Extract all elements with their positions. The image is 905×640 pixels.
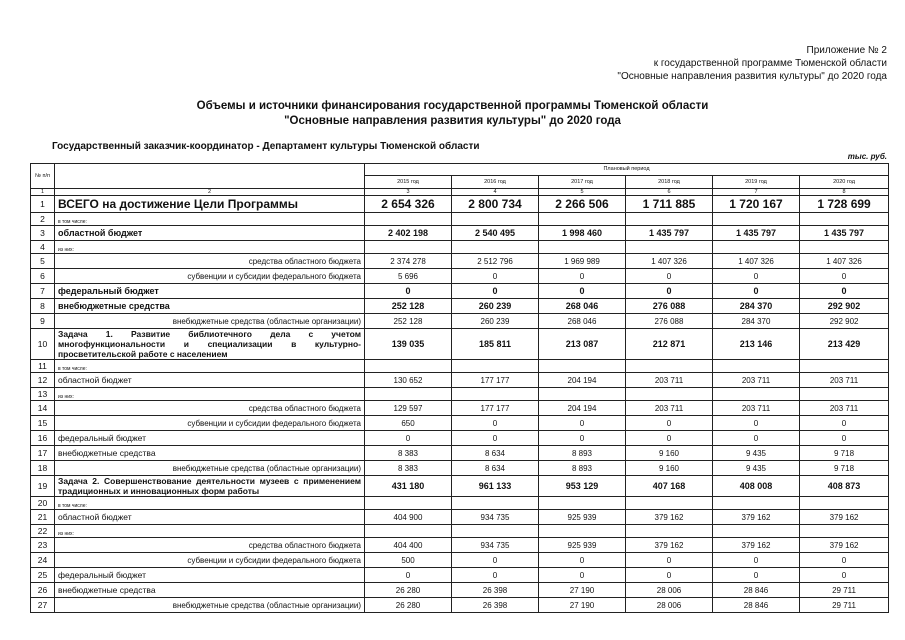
value-cell — [365, 497, 452, 510]
value-cell — [539, 388, 626, 401]
value-cell: 212 871 — [626, 329, 713, 360]
row-label: из них: — [55, 525, 365, 538]
value-cell: 2 374 278 — [365, 254, 452, 269]
value-cell: 29 711 — [800, 583, 889, 598]
value-cell — [800, 388, 889, 401]
value-cell — [539, 360, 626, 373]
value-cell — [452, 525, 539, 538]
row-label: внебюджетные средства (областные организации) — [55, 314, 365, 329]
value-cell: 0 — [800, 568, 889, 583]
value-cell: 28 006 — [626, 583, 713, 598]
value-cell: 213 087 — [539, 329, 626, 360]
value-cell: 0 — [539, 431, 626, 446]
row-label: внебюджетные средства — [55, 299, 365, 314]
value-cell — [452, 241, 539, 254]
value-cell: 0 — [626, 416, 713, 431]
value-cell — [800, 497, 889, 510]
value-cell: 0 — [539, 284, 626, 299]
value-cell: 8 893 — [539, 461, 626, 476]
table-row — [31, 254, 889, 269]
value-cell: 268 046 — [539, 299, 626, 314]
value-cell: 26 398 — [452, 583, 539, 598]
row-number: 8 — [31, 299, 55, 314]
value-cell: 292 902 — [800, 314, 889, 329]
appendix-line-1: Приложение № 2 — [806, 45, 887, 56]
value-cell — [452, 360, 539, 373]
value-cell: 2 402 198 — [365, 226, 452, 241]
table-row — [31, 388, 889, 401]
row-label: внебюджетные средства (областные организации) — [55, 461, 365, 476]
value-cell: 2 654 326 — [365, 196, 452, 213]
value-cell: 0 — [539, 568, 626, 583]
value-cell: 1 435 797 — [713, 226, 800, 241]
value-cell — [713, 388, 800, 401]
value-cell — [365, 213, 452, 226]
row-number: 4 — [31, 241, 55, 254]
column-number: 2 — [55, 189, 365, 196]
value-cell: 26 280 — [365, 598, 452, 613]
value-cell: 1 711 885 — [626, 196, 713, 213]
value-cell: 203 711 — [626, 401, 713, 416]
title-line-1: Объемы и источники финансирования государственной программы Тюменской области — [196, 100, 709, 112]
value-cell: 408 008 — [713, 476, 800, 497]
value-cell: 204 194 — [539, 401, 626, 416]
value-cell: 379 162 — [713, 538, 800, 553]
row-label: Задача 2. Совершенствование деятельности музеев с применением традиционных и инновационных форм работы — [55, 476, 365, 497]
value-cell — [800, 213, 889, 226]
value-cell: 650 — [365, 416, 452, 431]
row-label: внебюджетные средства (областные организации) — [55, 598, 365, 613]
row-label: областной бюджет — [55, 226, 365, 241]
column-number: 8 — [800, 189, 889, 196]
row-number: 6 — [31, 269, 55, 284]
table-row — [31, 583, 889, 598]
column-number: 7 — [713, 189, 800, 196]
value-cell: 925 939 — [539, 538, 626, 553]
value-cell: 0 — [452, 431, 539, 446]
value-cell — [452, 388, 539, 401]
row-number: 15 — [31, 416, 55, 431]
row-label: федеральный бюджет — [55, 431, 365, 446]
value-cell: 203 711 — [713, 373, 800, 388]
table-row — [31, 329, 889, 360]
value-cell: 2 540 495 — [452, 226, 539, 241]
value-cell: 0 — [713, 431, 800, 446]
value-cell: 185 811 — [452, 329, 539, 360]
value-cell: 9 435 — [713, 446, 800, 461]
value-cell: 1 407 326 — [626, 254, 713, 269]
document-title — [0, 99, 905, 129]
row-number: 10 — [31, 329, 55, 360]
value-cell: 177 177 — [452, 401, 539, 416]
value-cell: 0 — [452, 553, 539, 568]
table-row — [31, 196, 889, 213]
table-row — [31, 284, 889, 299]
column-header-year: 2016 год — [452, 176, 539, 189]
value-cell: 1 407 326 — [800, 254, 889, 269]
value-cell — [713, 525, 800, 538]
table-row — [31, 431, 889, 446]
row-number: 11 — [31, 360, 55, 373]
value-cell: 0 — [713, 416, 800, 431]
column-header-label — [55, 164, 365, 189]
value-cell: 268 046 — [539, 314, 626, 329]
value-cell: 408 873 — [800, 476, 889, 497]
value-cell: 1 998 460 — [539, 226, 626, 241]
value-cell: 1 435 797 — [800, 226, 889, 241]
value-cell: 8 383 — [365, 461, 452, 476]
value-cell: 8 634 — [452, 446, 539, 461]
table-row — [31, 538, 889, 553]
value-cell: 407 168 — [626, 476, 713, 497]
table-header-column-numbers — [31, 189, 889, 196]
value-cell: 27 190 — [539, 583, 626, 598]
row-number: 21 — [31, 510, 55, 525]
value-cell: 203 711 — [713, 401, 800, 416]
value-cell: 276 088 — [626, 299, 713, 314]
column-header-year: 2019 год — [713, 176, 800, 189]
value-cell: 0 — [365, 431, 452, 446]
column-header-year: 2020 год — [800, 176, 889, 189]
row-label: из них: — [55, 388, 365, 401]
value-cell — [626, 360, 713, 373]
table-row — [31, 269, 889, 284]
state-customer: Государственный заказчик-координатор - Департамент культуры Тюменской области — [52, 141, 480, 152]
value-cell: 204 194 — [539, 373, 626, 388]
row-number: 7 — [31, 284, 55, 299]
value-cell: 1 435 797 — [626, 226, 713, 241]
value-cell — [713, 360, 800, 373]
value-cell: 260 239 — [452, 314, 539, 329]
table-row — [31, 373, 889, 388]
value-cell: 203 711 — [626, 373, 713, 388]
value-cell: 28 846 — [713, 598, 800, 613]
row-label: областной бюджет — [55, 510, 365, 525]
value-cell — [800, 360, 889, 373]
value-cell — [365, 525, 452, 538]
value-cell: 0 — [713, 553, 800, 568]
table-row — [31, 461, 889, 476]
row-number: 18 — [31, 461, 55, 476]
value-cell — [365, 388, 452, 401]
value-cell: 28 006 — [626, 598, 713, 613]
value-cell: 9 160 — [626, 446, 713, 461]
title-line-2: "Основные направления развития культуры" до 2020 года — [284, 115, 621, 127]
value-cell: 284 370 — [713, 314, 800, 329]
value-cell — [626, 241, 713, 254]
value-cell: 8 383 — [365, 446, 452, 461]
value-cell: 0 — [713, 568, 800, 583]
row-number: 1 — [31, 196, 55, 213]
table-row — [31, 553, 889, 568]
value-cell: 29 711 — [800, 598, 889, 613]
value-cell — [452, 213, 539, 226]
value-cell: 27 190 — [539, 598, 626, 613]
value-cell — [713, 213, 800, 226]
row-number: 2 — [31, 213, 55, 226]
row-number: 24 — [31, 553, 55, 568]
value-cell: 0 — [626, 553, 713, 568]
value-cell — [539, 525, 626, 538]
value-cell: 203 711 — [800, 373, 889, 388]
row-label: федеральный бюджет — [55, 284, 365, 299]
value-cell: 252 128 — [365, 314, 452, 329]
value-cell: 379 162 — [626, 510, 713, 525]
value-cell: 2 266 506 — [539, 196, 626, 213]
table-row — [31, 510, 889, 525]
value-cell: 5 696 — [365, 269, 452, 284]
value-cell: 0 — [713, 284, 800, 299]
column-header-year: 2017 год — [539, 176, 626, 189]
value-cell: 0 — [539, 416, 626, 431]
value-cell: 379 162 — [713, 510, 800, 525]
value-cell: 379 162 — [800, 510, 889, 525]
value-cell: 26 280 — [365, 583, 452, 598]
value-cell — [626, 388, 713, 401]
table-row — [31, 497, 889, 510]
value-cell: 9 435 — [713, 461, 800, 476]
value-cell: 0 — [626, 431, 713, 446]
value-cell: 203 711 — [800, 401, 889, 416]
row-label: средства областного бюджета — [55, 538, 365, 553]
value-cell — [539, 241, 626, 254]
value-cell — [452, 497, 539, 510]
value-cell — [539, 497, 626, 510]
value-cell: 961 133 — [452, 476, 539, 497]
table-row — [31, 314, 889, 329]
row-label: средства областного бюджета — [55, 254, 365, 269]
column-number: 3 — [365, 189, 452, 196]
table-row — [31, 241, 889, 254]
value-cell: 2 800 734 — [452, 196, 539, 213]
value-cell: 9 718 — [800, 461, 889, 476]
row-label: Задача 1. Развитие библиотечного дела с учетом многофункциональности и специализации в культурно-просветительской работе с населением — [55, 329, 365, 360]
table-row — [31, 446, 889, 461]
value-cell: 0 — [452, 416, 539, 431]
value-cell: 925 939 — [539, 510, 626, 525]
value-cell — [365, 241, 452, 254]
row-label: внебюджетные средства — [55, 583, 365, 598]
value-cell: 0 — [365, 284, 452, 299]
value-cell: 292 902 — [800, 299, 889, 314]
value-cell — [365, 360, 452, 373]
column-number: 5 — [539, 189, 626, 196]
row-label: субвенции и субсидии федерального бюджета — [55, 553, 365, 568]
value-cell: 0 — [800, 284, 889, 299]
value-cell: 8 634 — [452, 461, 539, 476]
value-cell: 130 652 — [365, 373, 452, 388]
row-label: в том числе: — [55, 360, 365, 373]
value-cell: 0 — [626, 269, 713, 284]
value-cell — [800, 525, 889, 538]
value-cell: 2 512 796 — [452, 254, 539, 269]
value-cell: 0 — [539, 269, 626, 284]
value-cell: 260 239 — [452, 299, 539, 314]
value-cell: 0 — [626, 568, 713, 583]
table-header-row-1 — [31, 164, 889, 176]
appendix-note — [617, 44, 887, 83]
value-cell: 379 162 — [800, 538, 889, 553]
row-label: в том числе: — [55, 213, 365, 226]
value-cell: 1 728 699 — [800, 196, 889, 213]
value-cell: 0 — [800, 553, 889, 568]
column-number: 4 — [452, 189, 539, 196]
table-row — [31, 226, 889, 241]
row-number: 14 — [31, 401, 55, 416]
row-label: субвенции и субсидии федерального бюджета — [55, 416, 365, 431]
row-label: субвенции и субсидии федерального бюджета — [55, 269, 365, 284]
row-number: 13 — [31, 388, 55, 401]
row-number: 26 — [31, 583, 55, 598]
row-number: 3 — [31, 226, 55, 241]
appendix-line-3: "Основные направления развития культуры" до 2020 года — [617, 71, 887, 82]
value-cell: 9 160 — [626, 461, 713, 476]
value-cell: 0 — [452, 269, 539, 284]
value-cell: 0 — [365, 568, 452, 583]
value-cell — [800, 241, 889, 254]
table-row — [31, 476, 889, 497]
row-label: областной бюджет — [55, 373, 365, 388]
value-cell: 0 — [626, 284, 713, 299]
units-label: тыс. руб. — [847, 152, 887, 161]
column-header-year: 2015 год — [365, 176, 452, 189]
value-cell — [626, 497, 713, 510]
value-cell: 9 718 — [800, 446, 889, 461]
table-row — [31, 598, 889, 613]
column-header-number: № п/п — [31, 164, 55, 189]
table-row — [31, 525, 889, 538]
row-number: 25 — [31, 568, 55, 583]
value-cell: 213 146 — [713, 329, 800, 360]
appendix-line-2: к государственной программе Тюменской области — [653, 58, 887, 69]
value-cell: 0 — [800, 416, 889, 431]
value-cell — [626, 525, 713, 538]
value-cell: 0 — [539, 553, 626, 568]
value-cell: 28 846 — [713, 583, 800, 598]
row-number: 5 — [31, 254, 55, 269]
row-number: 19 — [31, 476, 55, 497]
value-cell: 953 129 — [539, 476, 626, 497]
value-cell: 129 597 — [365, 401, 452, 416]
table-body — [31, 164, 889, 613]
row-label: внебюджетные средства — [55, 446, 365, 461]
value-cell: 177 177 — [452, 373, 539, 388]
value-cell: 284 370 — [713, 299, 800, 314]
value-cell: 0 — [800, 431, 889, 446]
row-number: 12 — [31, 373, 55, 388]
value-cell: 1 407 326 — [713, 254, 800, 269]
row-label: в том числе: — [55, 497, 365, 510]
value-cell: 404 900 — [365, 510, 452, 525]
row-label: ВСЕГО на достижение Цели Программы — [55, 196, 365, 213]
value-cell — [539, 213, 626, 226]
table-row — [31, 568, 889, 583]
row-number: 17 — [31, 446, 55, 461]
value-cell: 404 400 — [365, 538, 452, 553]
value-cell: 0 — [452, 284, 539, 299]
value-cell — [626, 213, 713, 226]
row-label: средства областного бюджета — [55, 401, 365, 416]
value-cell: 252 128 — [365, 299, 452, 314]
value-cell: 934 735 — [452, 510, 539, 525]
value-cell: 1 969 989 — [539, 254, 626, 269]
value-cell: 431 180 — [365, 476, 452, 497]
column-header-plan-period: Плановый период — [365, 164, 889, 176]
value-cell: 0 — [800, 269, 889, 284]
table-row — [31, 401, 889, 416]
row-number: 27 — [31, 598, 55, 613]
row-number: 9 — [31, 314, 55, 329]
value-cell: 213 429 — [800, 329, 889, 360]
value-cell: 1 720 167 — [713, 196, 800, 213]
table-row — [31, 299, 889, 314]
value-cell — [713, 497, 800, 510]
value-cell: 0 — [452, 568, 539, 583]
column-header-year: 2018 год — [626, 176, 713, 189]
value-cell: 139 035 — [365, 329, 452, 360]
value-cell: 8 893 — [539, 446, 626, 461]
value-cell: 276 088 — [626, 314, 713, 329]
value-cell: 0 — [713, 269, 800, 284]
row-number: 16 — [31, 431, 55, 446]
column-number: 1 — [31, 189, 55, 196]
table-row — [31, 360, 889, 373]
row-number: 23 — [31, 538, 55, 553]
column-number: 6 — [626, 189, 713, 196]
value-cell: 379 162 — [626, 538, 713, 553]
value-cell: 26 398 — [452, 598, 539, 613]
financing-table — [30, 163, 889, 613]
value-cell: 934 735 — [452, 538, 539, 553]
row-label: федеральный бюджет — [55, 568, 365, 583]
value-cell: 500 — [365, 553, 452, 568]
table-row — [31, 416, 889, 431]
row-number: 20 — [31, 497, 55, 510]
row-number: 22 — [31, 525, 55, 538]
table-row — [31, 213, 889, 226]
row-label: из них: — [55, 241, 365, 254]
value-cell — [713, 241, 800, 254]
